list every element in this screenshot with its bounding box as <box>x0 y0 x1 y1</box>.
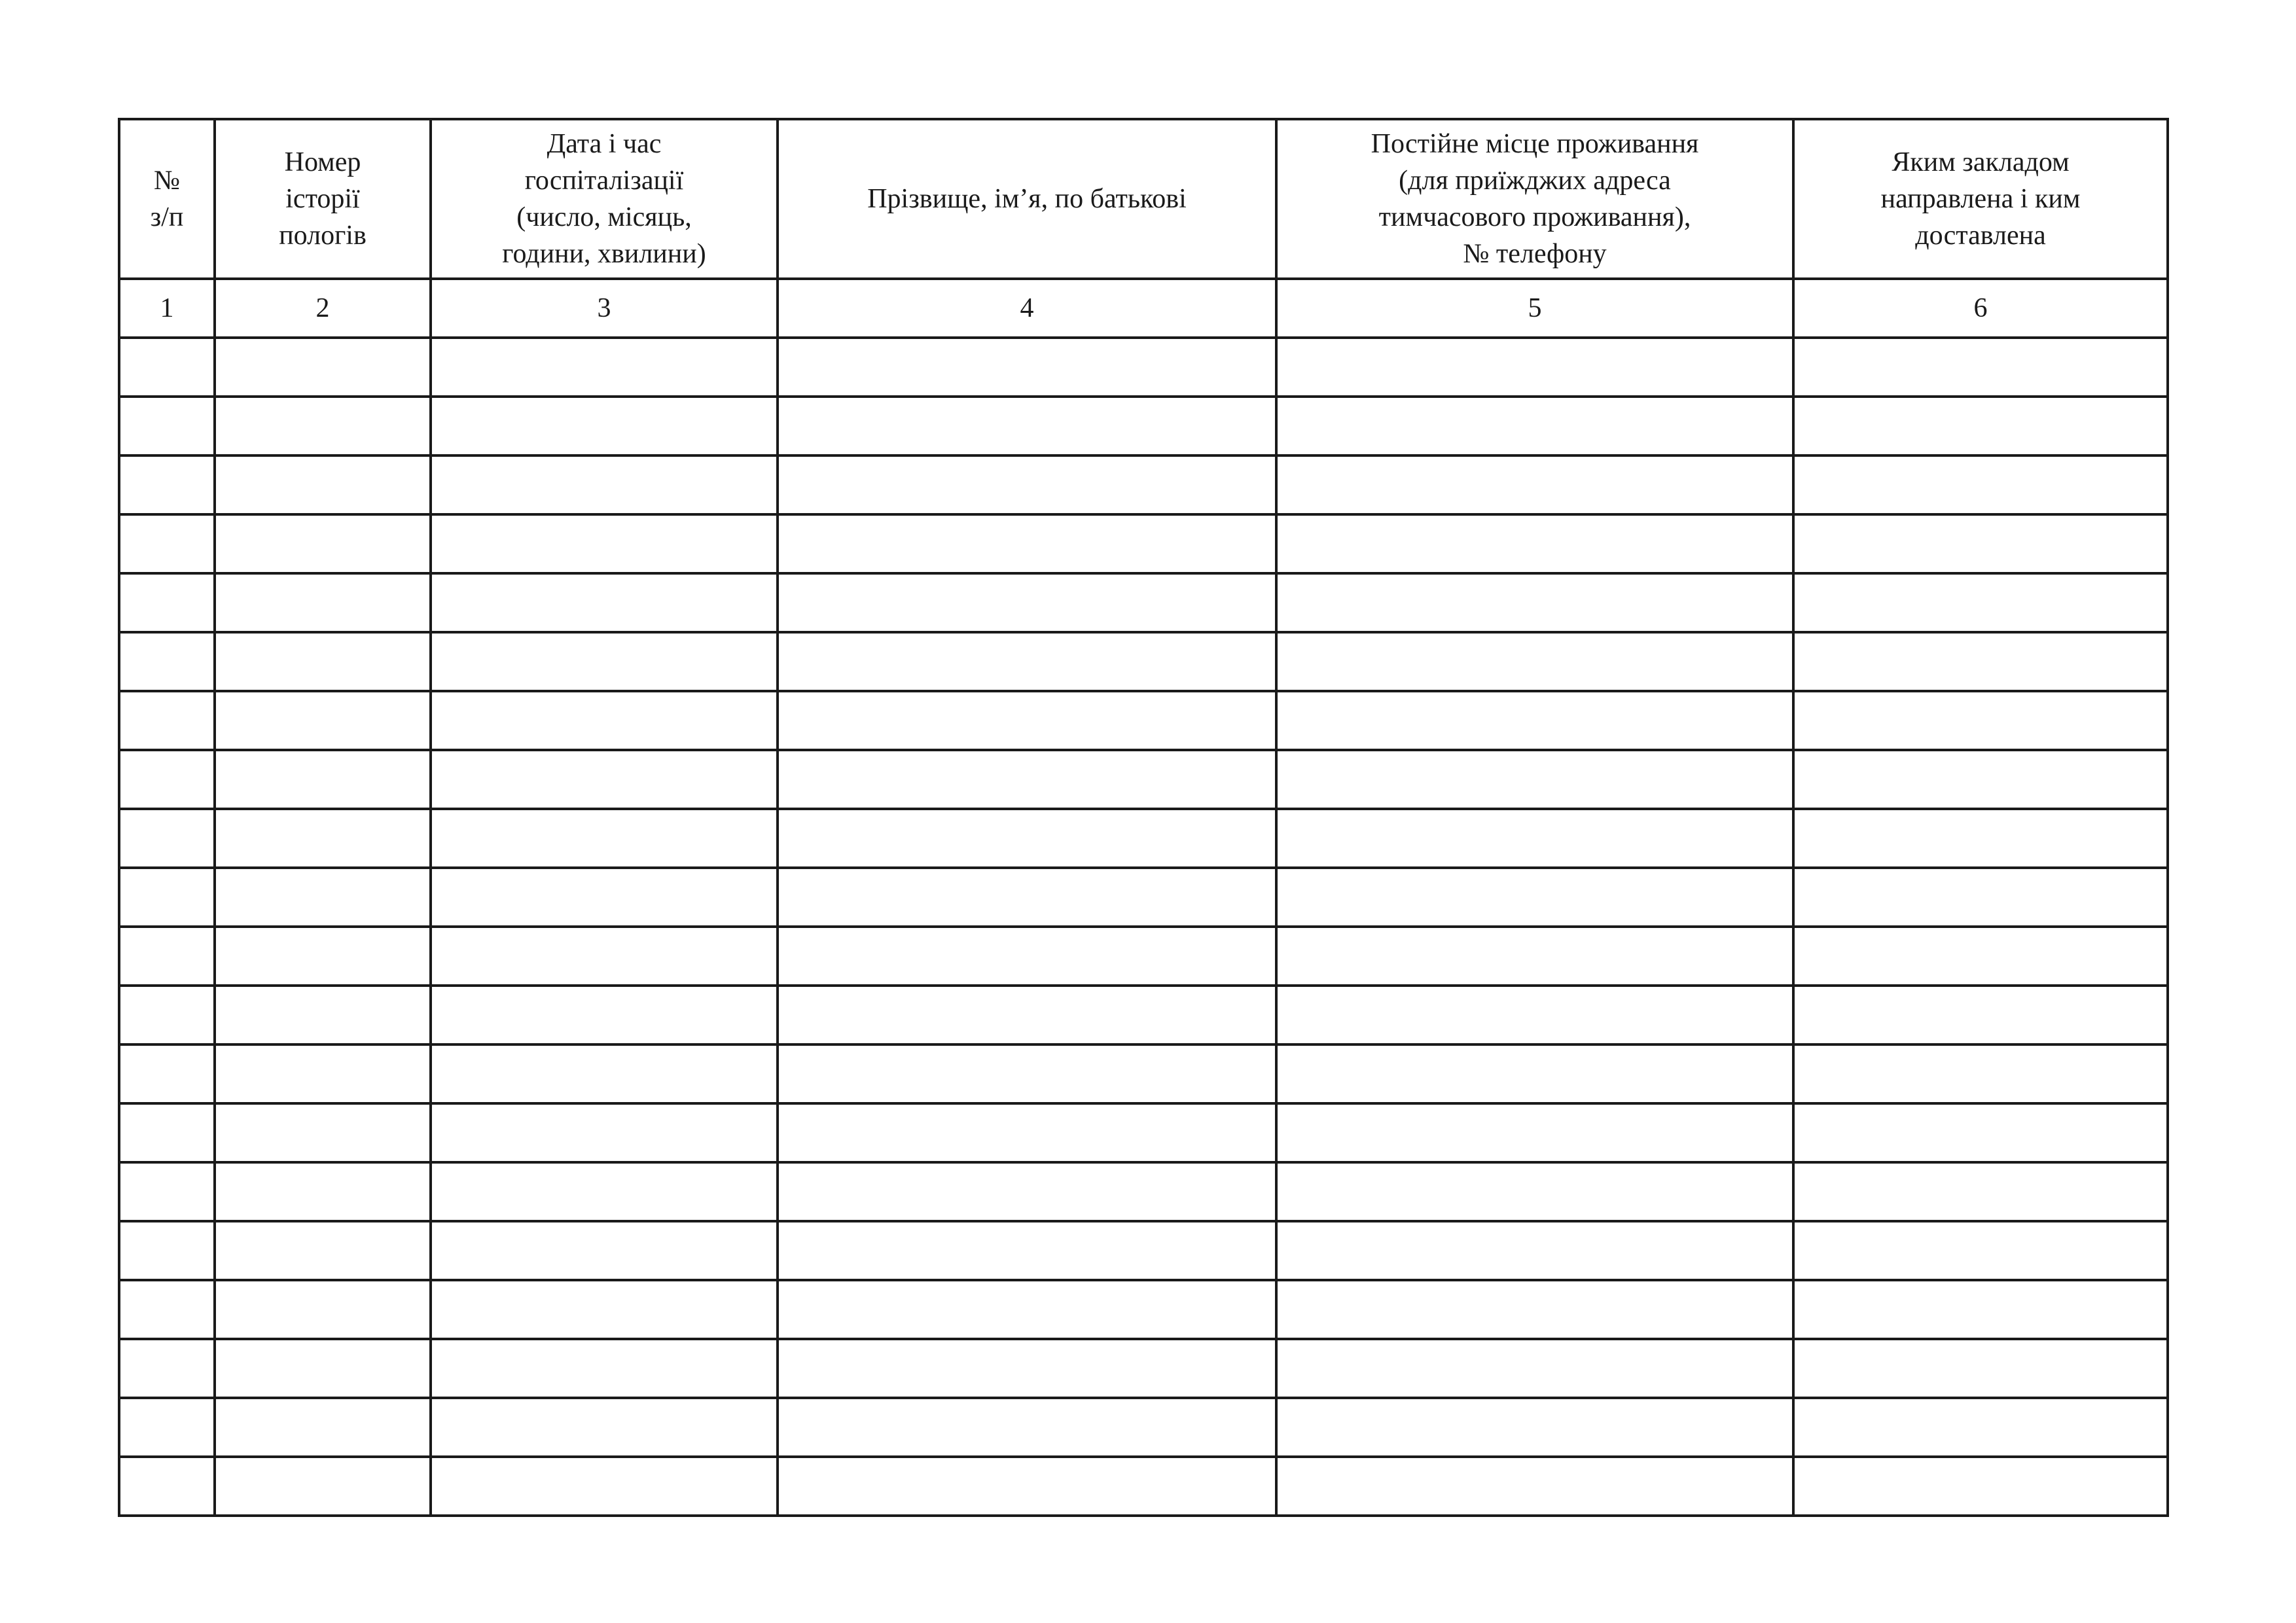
empty-cell <box>778 573 1276 632</box>
empty-cell <box>431 1103 778 1162</box>
header-line: тимчасового проживання), <box>1378 202 1691 232</box>
empty-cell <box>431 1457 778 1516</box>
table-row <box>119 573 2168 632</box>
empty-cell <box>1793 1162 2168 1221</box>
empty-cell <box>431 750 778 809</box>
empty-cell <box>1276 927 1793 986</box>
empty-cell <box>431 632 778 691</box>
empty-cell <box>431 691 778 750</box>
empty-cell <box>431 1044 778 1103</box>
empty-cell <box>119 1221 215 1280</box>
empty-cell <box>431 514 778 573</box>
empty-cell <box>215 397 431 455</box>
table-row <box>119 455 2168 514</box>
column-number: 1 <box>119 279 215 338</box>
empty-cell <box>778 1103 1276 1162</box>
table-row <box>119 514 2168 573</box>
header-line: історії <box>285 184 360 214</box>
table-row <box>119 632 2168 691</box>
empty-cell <box>1793 1103 2168 1162</box>
empty-cell <box>778 514 1276 573</box>
empty-cell <box>1276 632 1793 691</box>
empty-cell <box>119 868 215 927</box>
empty-cell <box>431 1162 778 1221</box>
empty-cell <box>1793 397 2168 455</box>
empty-cell <box>1276 397 1793 455</box>
header-line: години, хвилини) <box>502 239 706 269</box>
empty-cell <box>431 338 778 397</box>
empty-cell <box>431 868 778 927</box>
empty-cell <box>431 397 778 455</box>
header-cell-admission-datetime <box>431 119 778 279</box>
empty-cell <box>1793 514 2168 573</box>
table-row <box>119 1398 2168 1457</box>
empty-cell <box>215 1162 431 1221</box>
empty-cell <box>778 1221 1276 1280</box>
table-row <box>119 691 2168 750</box>
empty-cell <box>119 986 215 1044</box>
empty-cell <box>1276 1280 1793 1339</box>
empty-cell <box>1793 1221 2168 1280</box>
empty-cell <box>778 1280 1276 1339</box>
empty-cell <box>119 1280 215 1339</box>
empty-cell <box>119 397 215 455</box>
empty-cell <box>431 986 778 1044</box>
table-row <box>119 1162 2168 1221</box>
empty-cell <box>1793 1044 2168 1103</box>
empty-cell <box>119 1044 215 1103</box>
register-table <box>118 118 2169 1517</box>
empty-cell <box>215 691 431 750</box>
header-line: Яким закладом <box>1892 147 2070 177</box>
table-row <box>119 1457 2168 1516</box>
empty-cell <box>119 514 215 573</box>
header-line: Номер <box>284 147 361 177</box>
empty-cell <box>778 1398 1276 1457</box>
empty-cell <box>1276 1162 1793 1221</box>
empty-cell <box>215 750 431 809</box>
empty-cell <box>1276 809 1793 868</box>
table-row <box>119 986 2168 1044</box>
empty-cell <box>119 927 215 986</box>
empty-cell <box>215 1398 431 1457</box>
empty-cell <box>778 1162 1276 1221</box>
header-line: (для приїжджих адреса <box>1399 166 1671 196</box>
table-row <box>119 338 2168 397</box>
empty-cell <box>1276 455 1793 514</box>
empty-cell <box>215 1457 431 1516</box>
empty-cell <box>119 1103 215 1162</box>
empty-cell <box>215 927 431 986</box>
table-row <box>119 1339 2168 1398</box>
empty-cell <box>431 809 778 868</box>
empty-cell <box>1793 455 2168 514</box>
column-number: 2 <box>215 279 431 338</box>
empty-cell <box>1276 1103 1793 1162</box>
header-cell-residence <box>1276 119 1793 279</box>
empty-cell <box>215 338 431 397</box>
empty-cell <box>778 1044 1276 1103</box>
table-row <box>119 750 2168 809</box>
table-row <box>119 868 2168 927</box>
empty-cell <box>1793 927 2168 986</box>
empty-cell <box>1793 750 2168 809</box>
empty-cell <box>778 455 1276 514</box>
empty-cell <box>215 809 431 868</box>
header-line: № телефону <box>1463 239 1607 269</box>
empty-cell <box>1276 573 1793 632</box>
header-line: направлена і ким <box>1880 184 2081 214</box>
empty-cell <box>1276 338 1793 397</box>
empty-cell <box>119 632 215 691</box>
column-number: 6 <box>1793 279 2168 338</box>
empty-cell <box>1276 1398 1793 1457</box>
empty-cell <box>215 1103 431 1162</box>
empty-cell <box>431 573 778 632</box>
empty-cell <box>1793 986 2168 1044</box>
empty-cell <box>778 1339 1276 1398</box>
empty-cell <box>1793 1280 2168 1339</box>
empty-cell <box>778 986 1276 1044</box>
empty-cell <box>119 1398 215 1457</box>
empty-cell <box>1793 338 2168 397</box>
empty-cell <box>215 868 431 927</box>
empty-cell <box>215 1044 431 1103</box>
header-line: Прізвище, ім’я, по батькові <box>867 184 1187 214</box>
empty-cell <box>215 1339 431 1398</box>
empty-cell <box>431 1280 778 1339</box>
empty-cell <box>215 986 431 1044</box>
table-row <box>119 809 2168 868</box>
empty-cell <box>778 691 1276 750</box>
empty-cell <box>1276 986 1793 1044</box>
empty-cell <box>1276 868 1793 927</box>
header-cell-referral <box>1793 119 2168 279</box>
empty-cell <box>778 397 1276 455</box>
header-line: доставлена <box>1915 221 2046 251</box>
empty-cell <box>778 927 1276 986</box>
table-row <box>119 1221 2168 1280</box>
empty-cell <box>119 691 215 750</box>
column-number: 5 <box>1276 279 1793 338</box>
header-cell-history-number <box>215 119 431 279</box>
empty-cell <box>431 1221 778 1280</box>
column-number: 3 <box>431 279 778 338</box>
empty-cell <box>119 573 215 632</box>
empty-cell <box>1793 573 2168 632</box>
empty-cell <box>778 750 1276 809</box>
header-line: Дата і час <box>547 129 662 159</box>
empty-cell <box>778 338 1276 397</box>
header-line: пологів <box>279 221 367 251</box>
empty-cell <box>119 1339 215 1398</box>
empty-cell <box>778 809 1276 868</box>
empty-cell <box>431 455 778 514</box>
column-number-row <box>119 279 2168 338</box>
table-row <box>119 1103 2168 1162</box>
table-row <box>119 397 2168 455</box>
table-row <box>119 927 2168 986</box>
empty-cell <box>1793 632 2168 691</box>
empty-cell <box>778 1457 1276 1516</box>
empty-cell <box>119 750 215 809</box>
header-line: госпіталізації <box>524 166 684 196</box>
empty-cell <box>1276 1044 1793 1103</box>
empty-cell <box>778 868 1276 927</box>
table-row <box>119 1044 2168 1103</box>
empty-cell <box>215 514 431 573</box>
empty-cell <box>1793 1457 2168 1516</box>
empty-cell <box>1793 691 2168 750</box>
empty-cell <box>215 1221 431 1280</box>
empty-cell <box>1276 1221 1793 1280</box>
empty-cell <box>119 455 215 514</box>
header-line: з/п <box>150 202 184 232</box>
header-line: (число, місяць, <box>516 202 692 232</box>
header-cell-number <box>119 119 215 279</box>
empty-cell <box>1276 1457 1793 1516</box>
empty-cell <box>431 1339 778 1398</box>
column-number: 4 <box>778 279 1276 338</box>
empty-cell <box>215 1280 431 1339</box>
table-body <box>119 338 2168 1516</box>
table-row <box>119 1280 2168 1339</box>
empty-cell <box>215 632 431 691</box>
empty-cell <box>778 632 1276 691</box>
empty-cell <box>119 338 215 397</box>
empty-cell <box>1793 1398 2168 1457</box>
empty-cell <box>1793 809 2168 868</box>
empty-cell <box>1793 1339 2168 1398</box>
header-cell-full-name <box>778 119 1276 279</box>
empty-cell <box>1276 1339 1793 1398</box>
empty-cell <box>1276 514 1793 573</box>
header-row <box>119 119 2168 279</box>
empty-cell <box>215 455 431 514</box>
empty-cell <box>1276 750 1793 809</box>
empty-cell <box>119 1457 215 1516</box>
empty-cell <box>431 1398 778 1457</box>
empty-cell <box>119 809 215 868</box>
empty-cell <box>215 573 431 632</box>
empty-cell <box>1276 691 1793 750</box>
empty-cell <box>1793 868 2168 927</box>
header-line: № <box>153 166 181 196</box>
header-line: Постійне місце проживання <box>1371 129 1699 159</box>
empty-cell <box>431 927 778 986</box>
empty-cell <box>119 1162 215 1221</box>
